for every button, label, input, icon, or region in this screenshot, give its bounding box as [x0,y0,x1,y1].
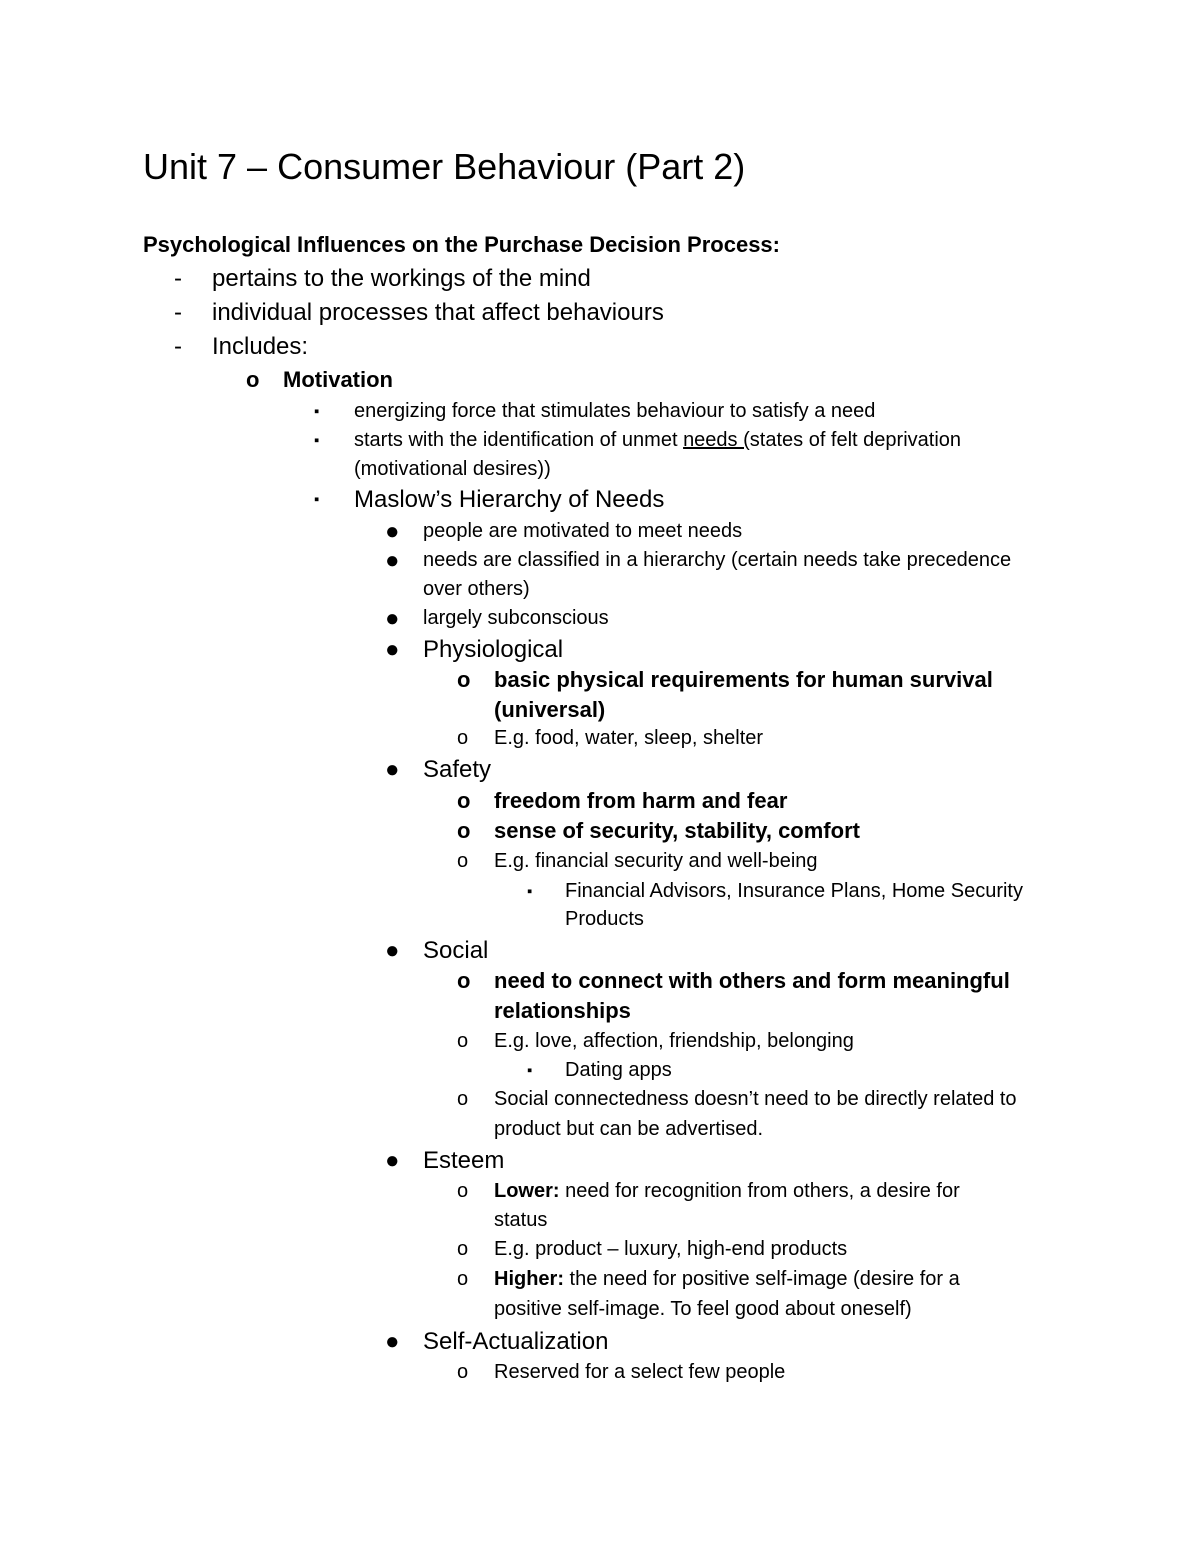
square-bullet-icon: ▪ [527,1062,533,1079]
circle-bullet-icon: o [457,667,471,692]
bullet-icon: ● [385,605,400,632]
circle-bullet-icon: o [457,1180,469,1202]
underlined-term: needs ( [683,429,750,451]
circle-bullet-icon: o [457,727,469,749]
square-bullet-icon: ▪ [314,491,320,508]
circle-bullet-icon: o [457,1088,469,1110]
dash-marker: - [174,333,182,360]
bullet-icon: ● [385,636,400,663]
circle-bullet-icon: o [457,968,471,993]
bullet-icon: ● [385,547,400,574]
bullet-icon: ● [385,518,400,545]
circle-bullet-icon: o [457,1030,469,1052]
circle-bullet-icon: o [457,1361,469,1383]
circle-bullet-icon: o [457,1238,469,1260]
square-bullet-icon: ▪ [314,432,320,449]
document-page: Unit 7 – Consumer Behaviour (Part 2) Psychological Influences on the Purchase Decision Process: - pertains to the workings of the mind - individual processes that affect behaviours - Includes: o Motivation ▪ energizing force that stimulates behaviour to satisfy a need ▪ starts with the identification of unmet needs (states of felt deprivation (motivational desires)) ▪ Maslow’s Hierarchy of Needs ● people are motivated to meet needs ● needs are classified in a hierarchy (certain needs take precedence over others) ● largely subconscious ● Physiological o basic physical requirements for human survival (universal) o E.g. food, water, sleep, shelter ● Safety o freedom from harm and fear o sense of security, stability, comfort o E.g. financial security and well-being ▪ Financial Advisors, Insurance Plans, Home Security Products ● Social o need to connect with others and form meaningful relationships o E.g. love, affection, friendship, belonging ▪ Dating apps o Social connectedness doesn’t need to be directly related to product but can be advertised. ● Esteem o Lower: need for recognition from others, a desire for status o E.g. product – luxury, high-end products o Higher: the need for positive self-image (desire for a positive self-image. To feel good about oneself) ● Self-Actualization o Reserved for a select few people [0,0,1200,1553]
circle-bullet-icon: o [246,367,260,392]
dash-marker: - [174,265,182,292]
square-bullet-icon: ▪ [527,883,533,900]
circle-bullet-icon: o [457,818,471,843]
bullet-icon: ● [385,756,400,783]
circle-bullet-icon: o [457,850,469,872]
bullet-icon: ● [385,1328,400,1355]
circle-bullet-icon: o [457,1268,469,1290]
circle-bullet-icon: o [457,788,471,813]
section-heading: Psychological Influences on the Purchase Decision Process: [143,232,780,257]
square-bullet-icon: ▪ [314,403,320,420]
bullet-icon: ● [385,937,400,964]
document-title: Unit 7 – Consumer Behaviour (Part 2) [143,146,746,187]
bullet-icon: ● [385,1147,400,1174]
maslow-label: Maslow’s Hierarchy of Needs [354,486,665,513]
motivation-label: Motivation [283,367,393,392]
dash-marker: - [174,299,182,326]
